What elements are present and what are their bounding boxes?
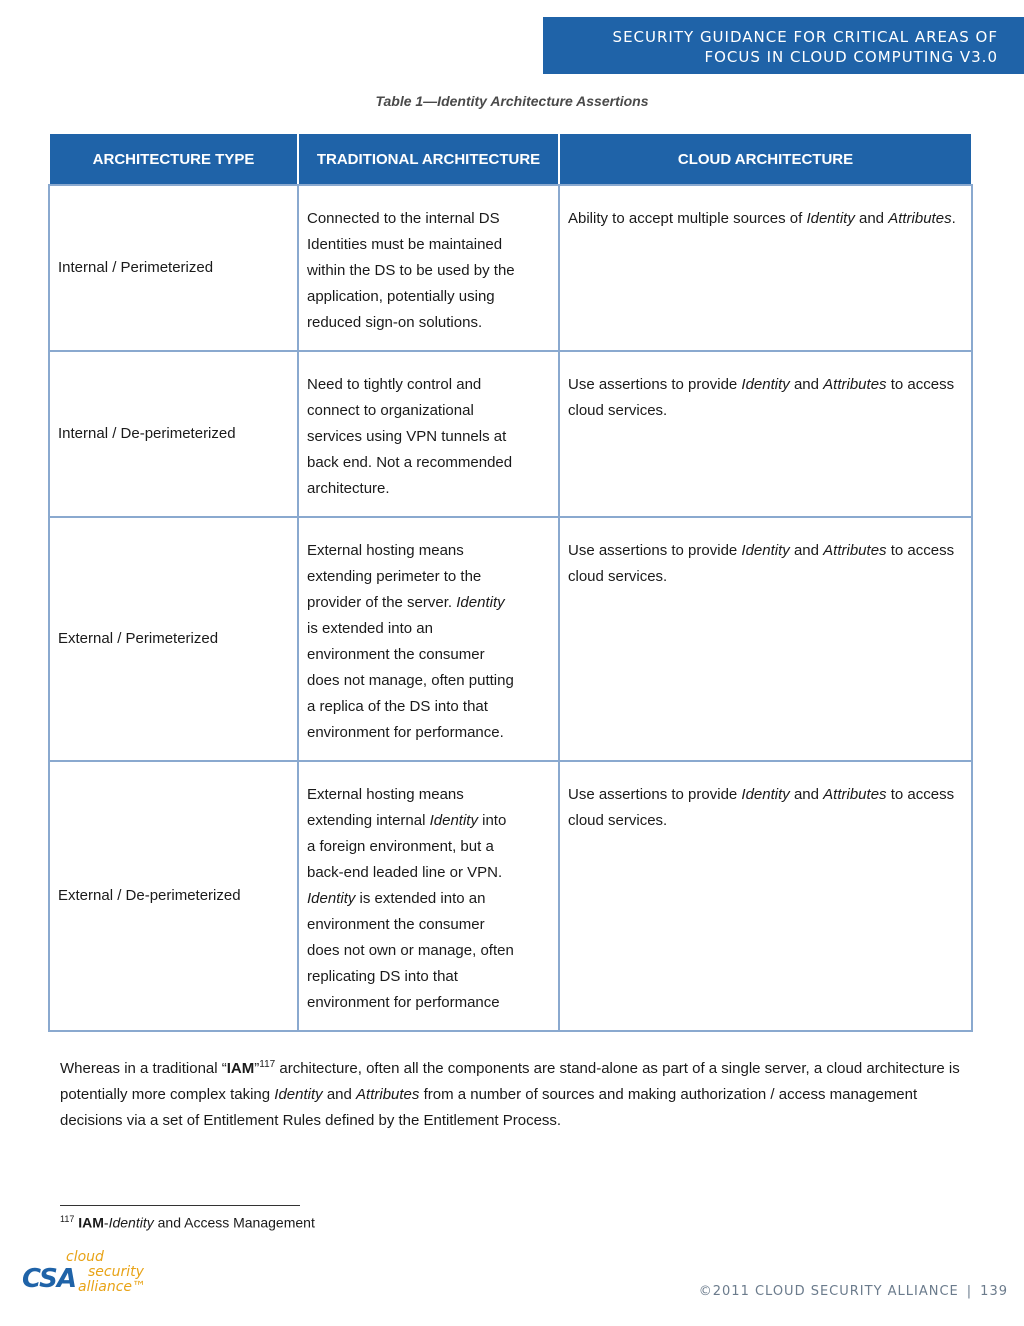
- identity-term: Identity: [274, 1086, 323, 1103]
- cell-text: Ability to accept multiple sources of: [568, 210, 807, 227]
- logo-mark: CSA: [22, 1264, 77, 1294]
- cloud-cell: [559, 185, 972, 351]
- cell-text: and: [854, 210, 889, 227]
- document-header-band: [543, 17, 1024, 74]
- footnote: [60, 1214, 315, 1231]
- header-line-1: SECURITY GUIDANCE FOR CRITICAL AREAS OF: [612, 28, 998, 46]
- cell-line: is extended into an: [307, 620, 433, 637]
- attributes-term: Attributes: [356, 1086, 420, 1103]
- cell-text: Use assertions to provide: [568, 542, 742, 559]
- attributes-term: Attributes: [823, 542, 887, 559]
- attributes-term: Attributes: [823, 376, 887, 393]
- footnote-identity: Identity: [108, 1214, 154, 1231]
- cell-line: back end. Not a recommended: [307, 454, 513, 471]
- table-row: [49, 351, 972, 517]
- identity-term: Identity: [741, 786, 790, 803]
- logo-line: security: [88, 1264, 144, 1280]
- cell-line: environment the consumer: [307, 646, 485, 663]
- page-number: 139: [980, 1284, 1008, 1299]
- traditional-cell: [298, 185, 559, 351]
- cell-line: provider of the server.: [307, 594, 457, 611]
- cell-text: .: [951, 210, 956, 227]
- paragraph-text: from a number of sources and making authorization / access management decisions via a set of Entitlement Rules defined by the Entitlement Process.: [60, 1086, 918, 1129]
- cell-line: does not manage, often putting: [307, 672, 514, 689]
- footnote-divider: [60, 1205, 300, 1206]
- csa-logo: [22, 1248, 162, 1308]
- cell-line: Connected to the internal DS: [307, 210, 500, 227]
- iam-term: IAM: [226, 1060, 255, 1077]
- header-traditional-architecture: TRADITIONAL ARCHITECTURE: [298, 133, 559, 185]
- traditional-cell: [298, 517, 559, 761]
- logo-wordmark: [66, 1250, 146, 1295]
- cell-line: architecture.: [307, 480, 390, 497]
- footnote-text: and Access Management: [153, 1214, 315, 1231]
- cell-line: environment for performance: [307, 994, 500, 1011]
- traditional-cell: [298, 351, 559, 517]
- paragraph-text: Whereas in a traditional “: [60, 1060, 227, 1077]
- attributes-term: Attributes: [823, 786, 887, 803]
- footer-copyright: ©2011 CLOUD SECURITY ALLIANCE: [698, 1284, 959, 1299]
- header-architecture-type: ARCHITECTURE TYPE: [49, 133, 298, 185]
- cell-line: connect to organizational: [307, 402, 474, 419]
- cell-line: services using VPN tunnels at: [307, 428, 507, 445]
- logo-line: cloud: [66, 1249, 104, 1265]
- cell-line: does not own or manage, often: [307, 942, 514, 959]
- cell-text: Use assertions to provide: [568, 786, 742, 803]
- footnote-dash: -: [103, 1214, 109, 1231]
- paragraph-text: and: [322, 1086, 357, 1103]
- paragraph-text: architecture, often all the components are stand-alone as part of a single server, a cloud architecture is potentially more complex taking: [60, 1060, 960, 1103]
- cell-text: to access cloud services.: [568, 542, 955, 585]
- architecture-type-cell: Internal / Perimeterized: [49, 185, 298, 351]
- cell-line: into: [477, 812, 507, 829]
- cloud-cell: [559, 351, 972, 517]
- footnote-number: 117: [60, 1214, 75, 1224]
- cell-line: extending perimeter to the: [307, 568, 482, 585]
- traditional-cell: [298, 761, 559, 1031]
- table-row: [49, 761, 972, 1031]
- table-caption: Table 1—Identity Architecture Assertions: [375, 93, 649, 109]
- cell-text: and: [789, 376, 824, 393]
- logo-line: alliance™: [78, 1279, 147, 1295]
- table-row: [49, 185, 972, 351]
- cell-line: extending internal: [307, 812, 430, 829]
- identity-term: Identity: [429, 812, 478, 829]
- cloud-cell: [559, 761, 972, 1031]
- footnote-ref-link[interactable]: 117: [259, 1059, 276, 1070]
- paragraph-text: ”: [254, 1060, 260, 1077]
- architecture-type-cell: External / Perimeterized: [49, 517, 298, 761]
- cell-text: to access cloud services.: [568, 786, 955, 829]
- cell-text: Use assertions to provide: [568, 376, 742, 393]
- cell-line: environment the consumer: [307, 916, 485, 933]
- cell-line: a foreign environment, but a: [307, 838, 494, 855]
- cell-line: environment for performance.: [307, 724, 504, 741]
- identity-term: Identity: [741, 542, 790, 559]
- cell-text: to access cloud services.: [568, 376, 955, 419]
- attributes-term: Attributes: [888, 210, 952, 227]
- page-footer: [699, 1284, 1008, 1299]
- architecture-type-cell: External / De-perimeterized: [49, 761, 298, 1031]
- cloud-cell: [559, 517, 972, 761]
- cell-line: reduced sign-on solutions.: [307, 314, 483, 331]
- identity-term: Identity: [307, 890, 356, 907]
- cell-text: and: [789, 786, 824, 803]
- cell-line: application, potentially using: [307, 288, 495, 305]
- cell-line: External hosting means: [307, 542, 464, 559]
- footer-separator: |: [966, 1284, 973, 1299]
- cell-text: and: [789, 542, 824, 559]
- footnote-term: IAM: [78, 1214, 104, 1231]
- cell-line: replicating DS into that: [307, 968, 458, 985]
- cell-line: Need to tightly control and: [307, 376, 482, 393]
- architecture-type-cell: Internal / De-perimeterized: [49, 351, 298, 517]
- table-row: [49, 517, 972, 761]
- header-cloud-architecture: CLOUD ARCHITECTURE: [559, 133, 972, 185]
- body-paragraph: [60, 1052, 970, 1134]
- header-line-2: FOCUS IN CLOUD COMPUTING V3.0: [704, 48, 998, 66]
- identity-term: Identity: [456, 594, 505, 611]
- identity-term: Identity: [806, 210, 855, 227]
- cell-line: within the DS to be used by the: [307, 262, 515, 279]
- table-header-row: [49, 133, 972, 185]
- identity-architecture-table: [48, 132, 973, 1032]
- identity-term: Identity: [741, 376, 790, 393]
- cell-line: Identities must be maintained: [307, 236, 503, 253]
- cell-line: back-end leaded line or VPN.: [307, 864, 503, 881]
- cell-line: External hosting means: [307, 786, 464, 803]
- cell-line: a replica of the DS into that: [307, 698, 488, 715]
- cell-line: is extended into an: [355, 890, 486, 907]
